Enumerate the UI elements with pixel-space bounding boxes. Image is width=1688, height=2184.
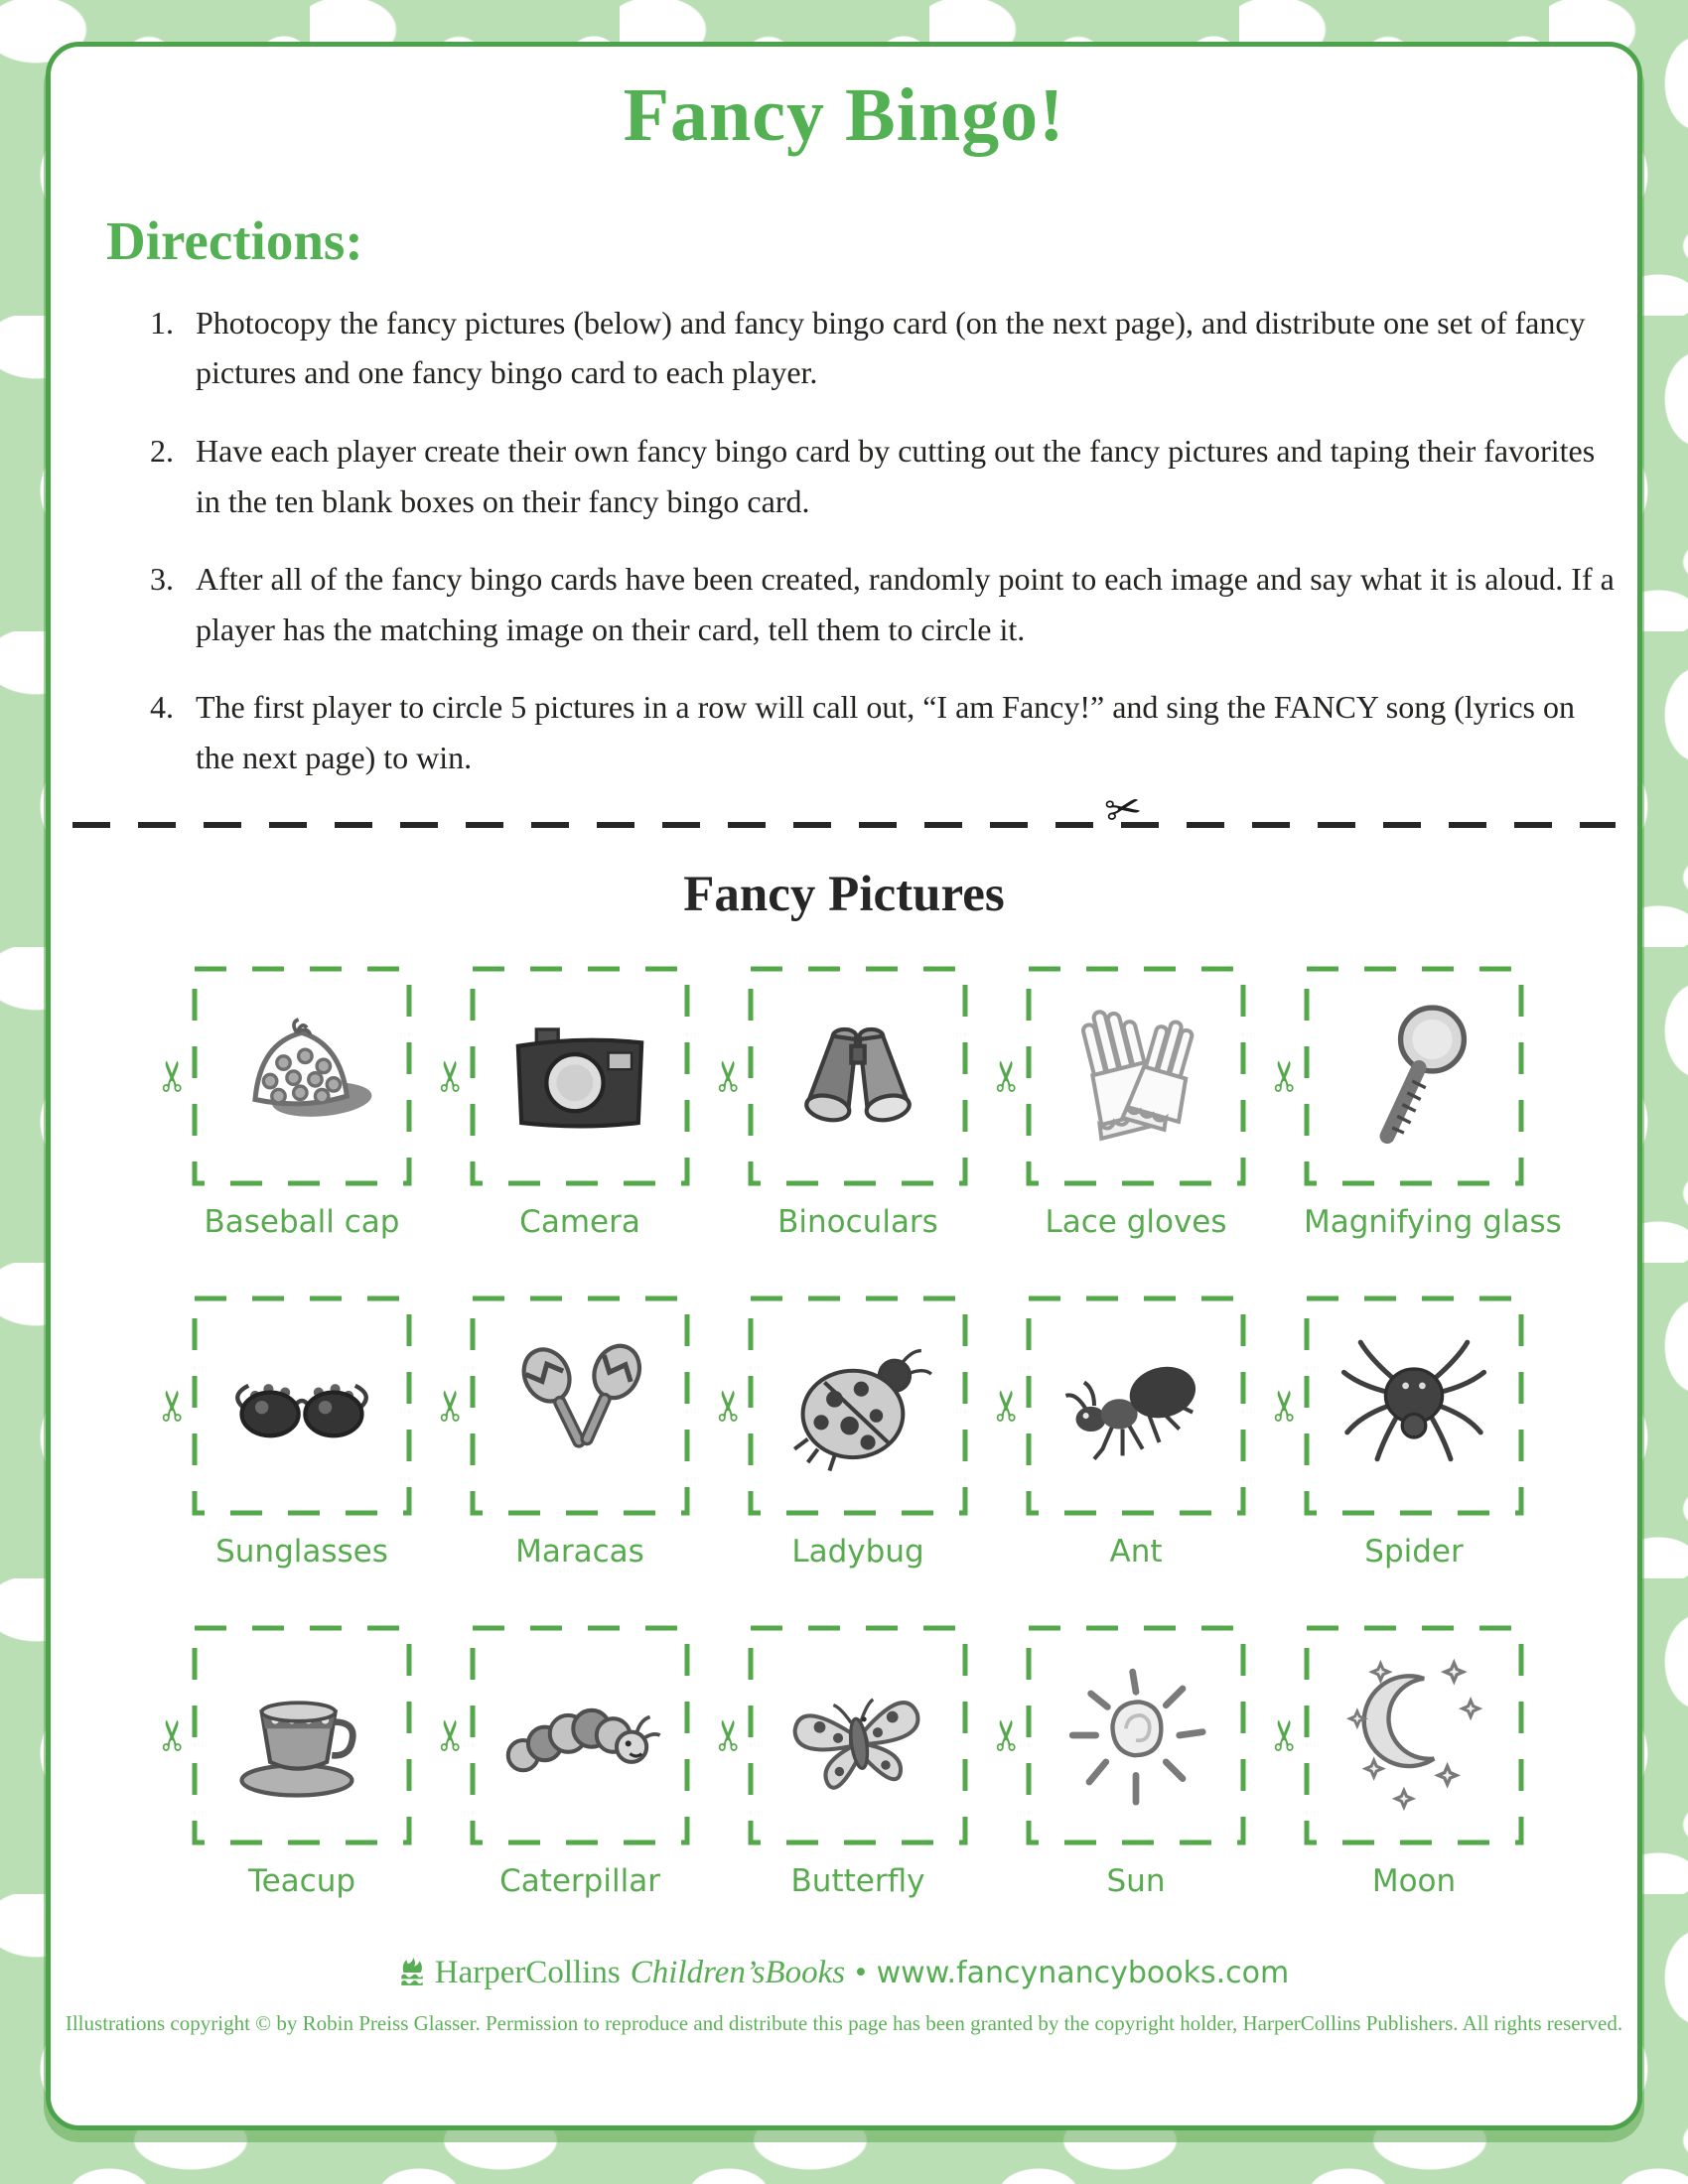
pictures-grid	[148, 966, 1637, 1899]
picture-label: Sun	[1106, 1862, 1166, 1899]
picture-label: Baseball cap	[204, 1203, 400, 1240]
dashed-cut-frame	[192, 1296, 412, 1516]
dashed-cut-frame	[1304, 1296, 1524, 1516]
picture-label: Binoculars	[777, 1203, 938, 1240]
footer-imprint: Children’sBooks	[630, 1954, 846, 1990]
scissors-icon: ✂	[704, 1717, 754, 1753]
picture-cell-spider	[1260, 1296, 1524, 1570]
direction-item	[150, 554, 1615, 654]
scissors-icon: ✂	[426, 1058, 476, 1094]
scissors-icon: ✂	[148, 1058, 198, 1094]
dashed-cut-frame	[470, 1625, 690, 1845]
dashed-cut-frame	[1026, 1296, 1246, 1516]
direction-item	[150, 426, 1615, 526]
direction-number: 3.	[150, 561, 174, 598]
picture-label: Lace gloves	[1045, 1203, 1227, 1240]
picture-label: Ladybug	[791, 1533, 924, 1570]
scissors-icon: ✂	[1260, 1717, 1310, 1753]
direction-text: Have each player create their own fancy bingo card by cutting out the fancy pictures and taping their favorites in the ten blank boxes on their fancy bingo card.	[196, 433, 1596, 519]
harpercollins-logo-icon	[399, 1958, 425, 1987]
picture-cell-binoculars	[704, 966, 968, 1240]
scissors-icon: ✂	[148, 1388, 198, 1424]
scissors-icon: ✂	[704, 1058, 754, 1094]
picture-cell-baseball-cap	[148, 966, 412, 1240]
picture-label: Caterpillar	[499, 1862, 660, 1899]
picture-label: Butterfly	[790, 1862, 925, 1899]
picture-cell-ladybug	[704, 1296, 968, 1570]
dashed-cut-frame	[748, 1625, 968, 1845]
pictures-row	[148, 1296, 1637, 1570]
dashed-cut-frame	[470, 966, 690, 1186]
picture-cell-caterpillar	[426, 1625, 690, 1899]
picture-label: Spider	[1364, 1533, 1464, 1570]
direction-text: The first player to circle 5 pictures in a row will call out, “I am Fancy!” and sing the FANCY song (lyrics on the next page) to win.	[196, 689, 1575, 775]
scissors-icon: ✂	[982, 1388, 1032, 1424]
scissors-icon: ✂	[148, 1717, 198, 1753]
dashed-cut-frame	[470, 1296, 690, 1516]
direction-text: After all of the fancy bingo cards have been created, randomly point to each image and say what it is aloud. If a player has the matching image on their card, tell them to circle it.	[196, 561, 1615, 647]
scissors-icon: ✂	[1260, 1388, 1310, 1424]
picture-cell-maracas	[426, 1296, 690, 1570]
picture-cell-moon	[1260, 1625, 1524, 1899]
scissors-icon: ✂	[426, 1717, 476, 1753]
copyright-line: Illustrations copyright © by Robin Preiss Glasser. Permission to reproduce and distribute this page has been granted by the copyright holder, HarperCollins Publishers. All rights reserved.	[65, 2010, 1623, 2035]
scissors-icon: ✂	[982, 1058, 1032, 1094]
page-title: Fancy Bingo!	[623, 73, 1065, 157]
picture-cell-camera	[426, 966, 690, 1240]
dashed-cut-frame	[1026, 1625, 1246, 1845]
picture-label: Camera	[519, 1203, 640, 1240]
pictures-heading: Fancy Pictures	[683, 867, 1005, 923]
picture-cell-sun	[982, 1625, 1246, 1899]
scissors-icon: ✂	[982, 1717, 1032, 1753]
dashed-cut-frame	[1304, 966, 1524, 1186]
picture-label: Magnifying glass	[1304, 1203, 1562, 1240]
picture-cell-sunglasses	[148, 1296, 412, 1570]
footer-publisher: HarperCollins	[434, 1954, 621, 1990]
scissors-icon: ✂	[426, 1388, 476, 1424]
picture-label: Sunglasses	[215, 1533, 388, 1570]
picture-label: Teacup	[247, 1862, 356, 1899]
scissors-icon: ✂	[1100, 781, 1147, 839]
directions-heading: Directions:	[106, 209, 363, 271]
dashed-cut-frame	[748, 966, 968, 1186]
dashed-cut-frame	[1304, 1625, 1524, 1845]
picture-label: Moon	[1371, 1862, 1457, 1899]
picture-label: Ant	[1109, 1533, 1163, 1570]
direction-number: 4.	[150, 689, 174, 726]
direction-text: Photocopy the fancy pictures (below) and fancy bingo card (on the next page), and distribute one set of fancy pictures and one fancy bingo card to each player.	[196, 304, 1586, 391]
picture-label: Maracas	[515, 1533, 644, 1570]
picture-cell-butterfly	[704, 1625, 968, 1899]
direction-item	[150, 298, 1615, 398]
picture-cell-ant	[982, 1296, 1246, 1570]
picture-cell-teacup	[148, 1625, 412, 1899]
scissors-icon: ✂	[704, 1388, 754, 1424]
pictures-row	[148, 1625, 1637, 1899]
direction-number: 2.	[150, 433, 174, 469]
dashed-cut-frame	[1026, 966, 1246, 1186]
dashed-cut-frame	[748, 1296, 968, 1516]
dashed-cut-frame	[192, 1625, 412, 1845]
direction-item	[150, 682, 1615, 782]
picture-cell-lace-gloves	[982, 966, 1246, 1240]
scissors-icon: ✂	[1260, 1058, 1310, 1094]
picture-cell-magnifying-glass	[1260, 966, 1562, 1240]
pictures-row	[148, 966, 1637, 1240]
direction-number: 1.	[150, 304, 174, 341]
footer-separator: •	[855, 1954, 867, 1990]
footer-website-url: www.fancynancybooks.com	[876, 1955, 1290, 1990]
page-card	[46, 42, 1642, 2130]
footer	[51, 1955, 1637, 1991]
cut-line	[72, 781, 1616, 839]
directions-list	[150, 298, 1615, 782]
dashed-cut-frame	[192, 966, 412, 1186]
